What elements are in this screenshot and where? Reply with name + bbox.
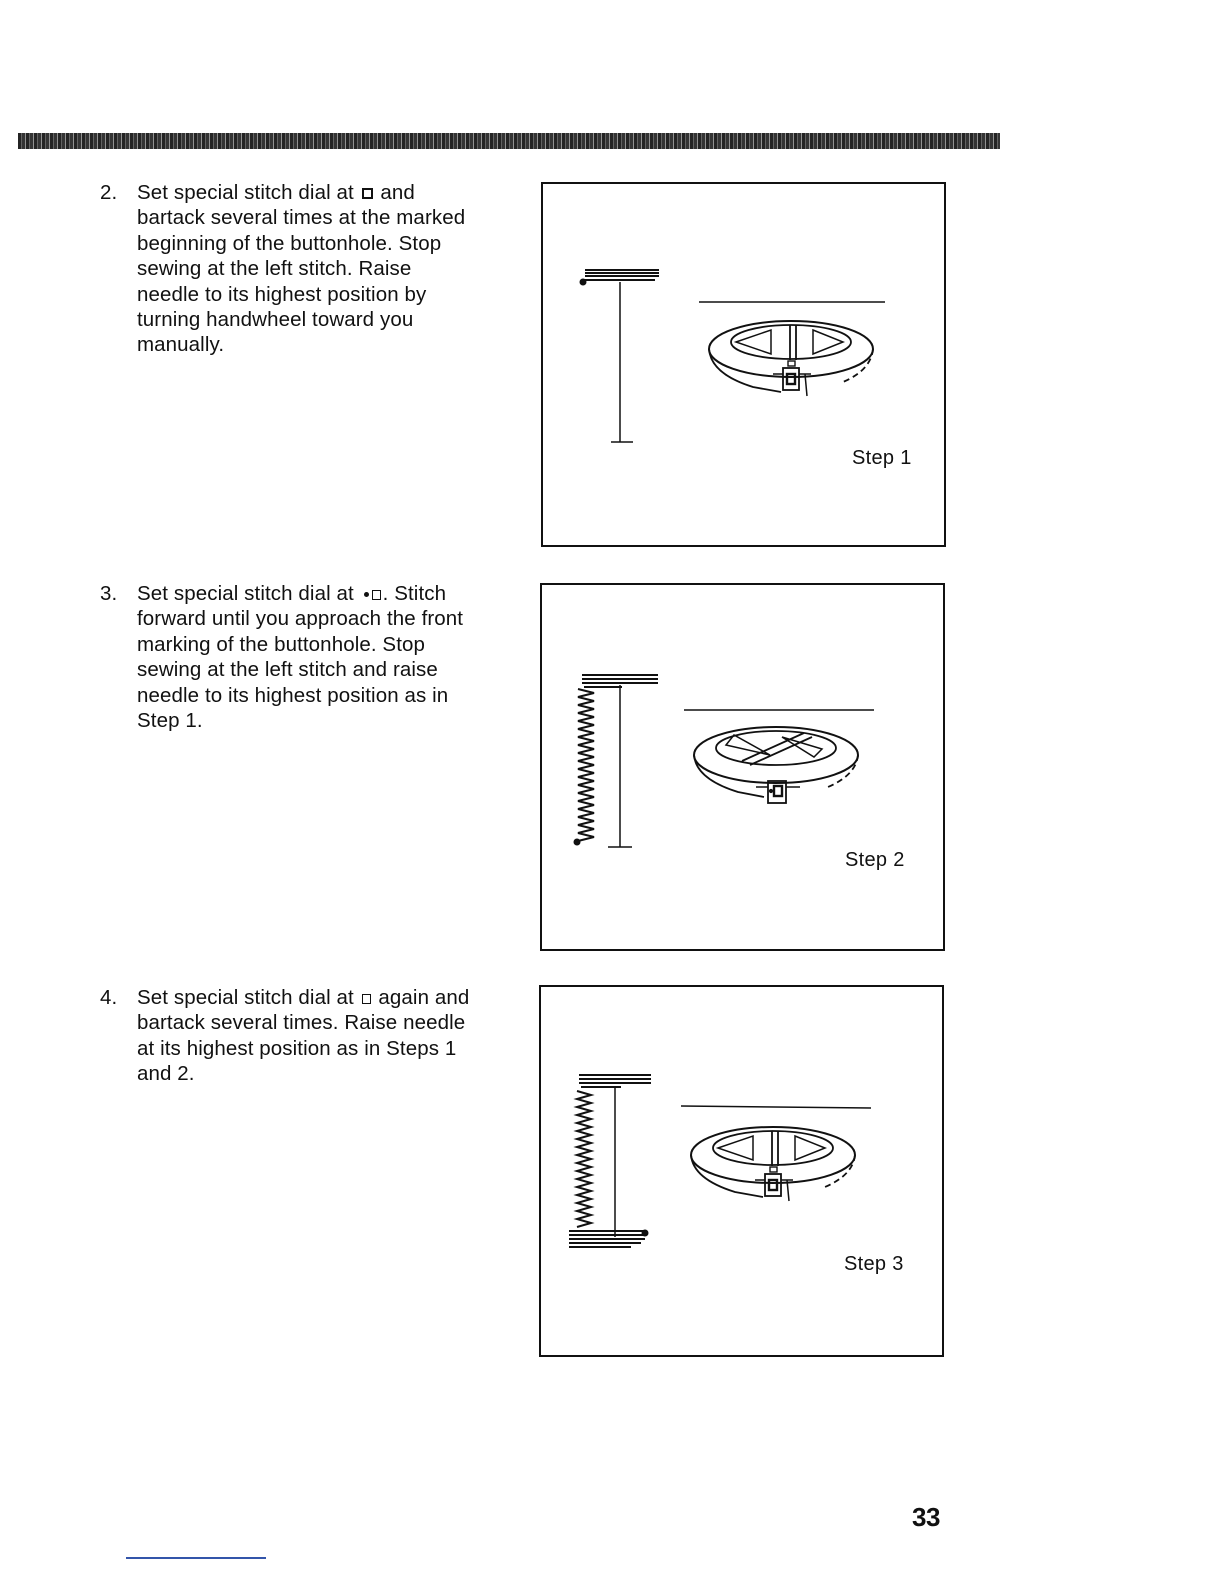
text-line: Set special stitch dial at again and — [137, 986, 470, 1009]
text-line: and 2. — [137, 1062, 195, 1086]
text-line: Set special stitch dial at . Stitch — [137, 582, 447, 605]
text-line: turning handwheel toward you — [137, 308, 414, 332]
step-number: 2. — [100, 181, 118, 204]
text-line: bartack several times. Raise needle — [137, 1011, 466, 1035]
figure-step-1 — [541, 182, 946, 547]
text-line: needle to its highest position by — [137, 282, 427, 306]
figure-step-2 — [540, 583, 945, 951]
figure-caption: Step 2 — [845, 849, 905, 871]
step-2-illustration — [542, 585, 947, 953]
text-line: sewing at the left stitch. Raise — [137, 257, 412, 281]
step-3-illustration — [541, 987, 946, 1359]
text-line: needle to its highest position as in — [137, 683, 449, 707]
step-1-illustration — [543, 184, 948, 549]
header-band — [18, 133, 1000, 149]
figure-caption: Step 1 — [852, 447, 912, 469]
text-line: Step 1. — [137, 709, 203, 733]
figure-caption: Step 3 — [844, 1253, 904, 1275]
bartack-symbol-icon — [362, 994, 371, 1004]
figure-step-3 — [539, 985, 944, 1357]
text-line: marking of the buttonhole. Stop — [137, 632, 426, 656]
page-number: 33 — [912, 1502, 940, 1532]
text-line: at its highest position as in Steps 1 — [137, 1036, 457, 1060]
text-line: Set special stitch dial at and — [137, 181, 415, 204]
dot-symbol-icon — [364, 592, 369, 597]
instruction-step-2 — [100, 180, 508, 358]
text-line: forward until you approach the front — [137, 607, 464, 631]
text-line: beginning of the buttonhole. Stop — [137, 231, 442, 255]
step-number: 3. — [100, 582, 118, 605]
instruction-step-3 — [100, 581, 504, 733]
forward-symbol-icon — [372, 590, 381, 600]
text-line: sewing at the left stitch and raise — [137, 658, 438, 682]
bartack-symbol-icon — [362, 188, 373, 199]
step-number: 4. — [100, 986, 118, 1009]
text-line: manually. — [137, 333, 225, 357]
bottom-rule — [126, 1557, 266, 1559]
text-line: bartack several times at the marked — [137, 206, 466, 230]
instruction-step-4 — [100, 985, 504, 1087]
